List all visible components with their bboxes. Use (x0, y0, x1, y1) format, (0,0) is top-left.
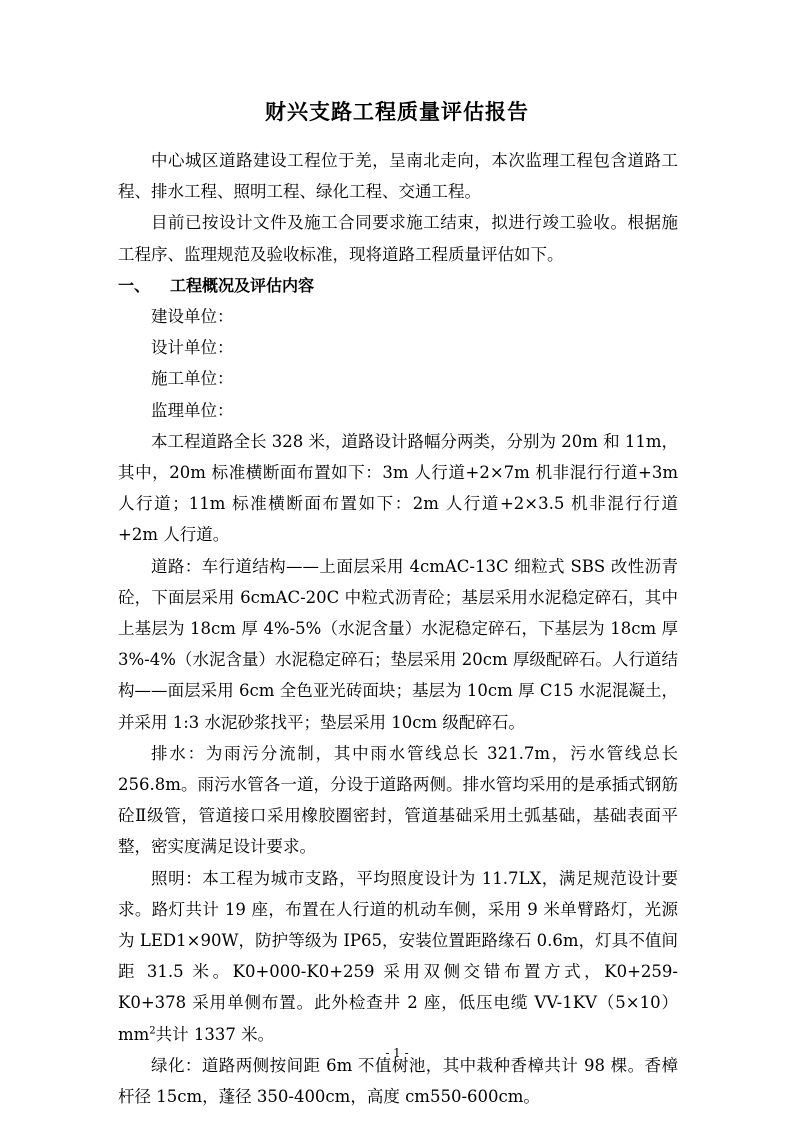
overview-paragraph: 本工程道路全长 328 米，道路设计路幅分两类，分别为 20m 和 11m，其中，20m 标准横断面布置如下：3m 人行道+2×7m 机非混行行道+3m 人行道；11m 标准横断面布置如下：2m 人行道+2×3.5 机非混行行道+2m 人行道。 (118, 431, 679, 545)
section-heading-1 (118, 270, 678, 301)
page-number: - 1 - (385, 1046, 409, 1060)
section-number: 一、 (118, 275, 151, 295)
builder-unit-label: 施工单位： (151, 369, 234, 389)
lighting-text: 照明：本工程为城市支路，平均照度设计为 11.7LX，满足规范设计要求。路灯共计 19 座，布置在人行道的机动车侧，采用 9 米单臂路灯，光源为 LED1×90W，防护等级为 IP65，安装位置距路缘石 0.6m，灯具不值间距 31.5 米。K0+000-K0+259 采用双侧交错布置方式，K0+259-K0+378 采用单侧布置。此外检查井 2 座，低压电缆 VV-1KV（5×10）mm (118, 868, 678, 1044)
lighting-tail: 共计 1337 米。 (155, 1024, 275, 1044)
road-paragraph: 道路：车行道结构——上面层采用 4cmAC-13C 细粒式 SBS 改性沥青砼，下面层采用 6cmAC-20C 中粒式沥青砼；基层采用水泥稳定碎石，其中上基层为 18cm 厚 4%-5%（水泥含量）水泥稳定碎石，下基层为 18cm 厚 3%-4%（水泥含量）水泥稳定碎石；垫层采用 20cm 厚级配碎石。人行道结构——面层采用 6cm 全色亚光砖面块；基层为 10cm 厚 C15 水泥混凝土，并采用 1:3 水泥砂浆找平；垫层采用 10cm 级配碎石。 (118, 556, 678, 732)
greening-paragraph: 绿化：道路两侧按间距 6m 不值树池，其中栽种香樟共计 98 棵。香樟杆径 15cm，蓬径 350-400cm，高度 cm550-600cm。 (118, 1055, 678, 1107)
drainage-paragraph: 排水：为雨污分流制，其中雨水管线总长 321.7m，污水管线总长 256.8m。雨污水管各一道，分设于道路两侧。排水管均采用的是承插式钢筋砼Ⅱ级管，管道接口采用橡胶圈密封，管道基础采用土弧基础，基础表面平整，密实度满足设计要求。 (118, 743, 678, 857)
construction-unit-label: 建设单位： (151, 307, 234, 327)
intro-paragraph-2: 目前已按设计文件及施工合同要求施工结束，拟进行竣工验收。根据施工程序、监理规范及验收标准，现将道路工程质量评估如下。 (118, 213, 678, 264)
document-body (118, 145, 678, 1112)
document-title: 财兴支路工程质量评估报告 (265, 99, 529, 124)
section-title: 工程概况及评估内容 (170, 275, 315, 295)
supervisor-unit-label: 监理单位： (151, 400, 234, 420)
lighting-superscript: 2 (149, 1025, 156, 1037)
design-unit-label: 设计单位： (151, 338, 234, 358)
intro-paragraph-1: 中心城区道路建设工程位于羌，呈南北走向，本次监理工程包含道路工程、排水工程、照明工程、绿化工程、交通工程。 (118, 151, 678, 202)
lighting-paragraph (118, 863, 678, 1050)
